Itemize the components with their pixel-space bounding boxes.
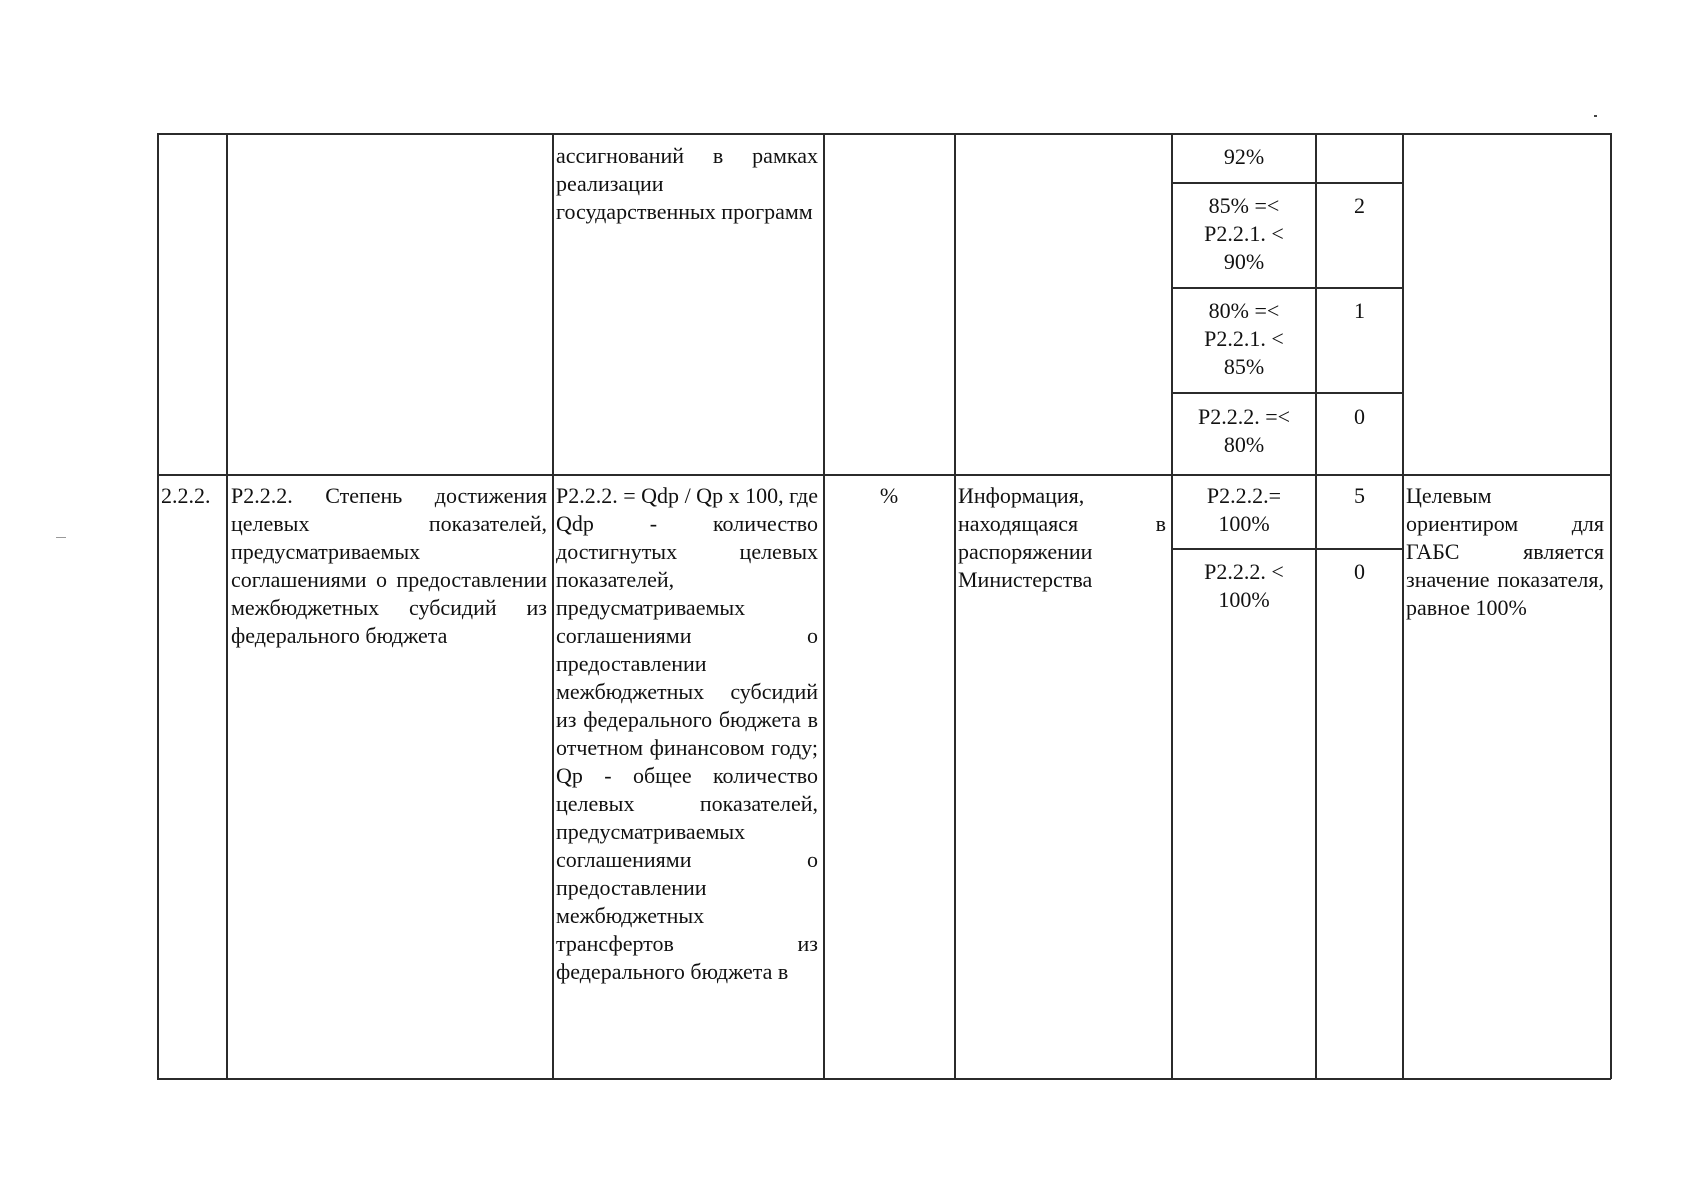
col-line xyxy=(226,133,228,1079)
unit: % xyxy=(879,483,899,508)
col-line xyxy=(823,133,825,1079)
col-line xyxy=(1315,133,1317,1079)
table-bottom-border xyxy=(157,1078,1611,1080)
row-divider xyxy=(157,474,1611,476)
subrow-divider xyxy=(1171,548,1403,550)
range-condition: 85% =< P2.2.1. < 90% xyxy=(1204,193,1284,274)
range-points: 5 xyxy=(1354,483,1365,508)
range-condition: P2.2.2.= 100% xyxy=(1206,483,1282,536)
col-line xyxy=(1402,133,1404,1079)
range-condition: 92% xyxy=(1223,144,1265,169)
subrow-divider xyxy=(1171,392,1403,394)
table-top-border xyxy=(157,133,1611,135)
row-number: 2.2.2. xyxy=(161,483,211,508)
subrow-divider xyxy=(1171,287,1403,289)
range-condition: 80% =< P2.2.1. < 85% xyxy=(1204,298,1284,379)
range-points: 0 xyxy=(1354,404,1365,429)
indicator-formula: P2.2.2. = Qdp / Qp x 100, где Qdp - количество достигнутых целевых показателей, предусматриваемых соглашениями о предоставлении межбюджетных субсидий из федерального бюджета в отчетном финансовом году; Qp - общее количество целевых показателей, предусматриваемых соглашениями о предоставлении межбюджетных трансфертов из федерального бюджета в xyxy=(556,483,818,984)
range-condition: P2.2.2. =< 80% xyxy=(1197,404,1291,457)
table-right-border xyxy=(1610,133,1612,1079)
margin-tick xyxy=(56,537,66,538)
col-line xyxy=(954,133,956,1079)
col-line xyxy=(552,133,554,1079)
data-source: Информация, находящаяся в распоряжении Министерства xyxy=(958,483,1166,592)
range-points: 1 xyxy=(1354,298,1365,323)
indicator-name: P2.2.2. Степень достижения целевых показателей, предусматриваемых соглашениями о предоставлении межбюджетных субсидий из федерального бюджета xyxy=(231,483,547,648)
range-points: 0 xyxy=(1354,559,1365,584)
subrow-divider xyxy=(1171,182,1403,184)
range-condition: P2.2.2. < 100% xyxy=(1204,559,1284,612)
target-note: Целевым ориентиром для ГАБС является значение показателя, равное 100% xyxy=(1406,483,1604,620)
scan-mark xyxy=(1594,115,1597,117)
range-points: 2 xyxy=(1354,193,1365,218)
col-line xyxy=(157,133,159,1079)
formula-continued: ассигнований в рамках реализации государственных программ xyxy=(556,143,818,224)
